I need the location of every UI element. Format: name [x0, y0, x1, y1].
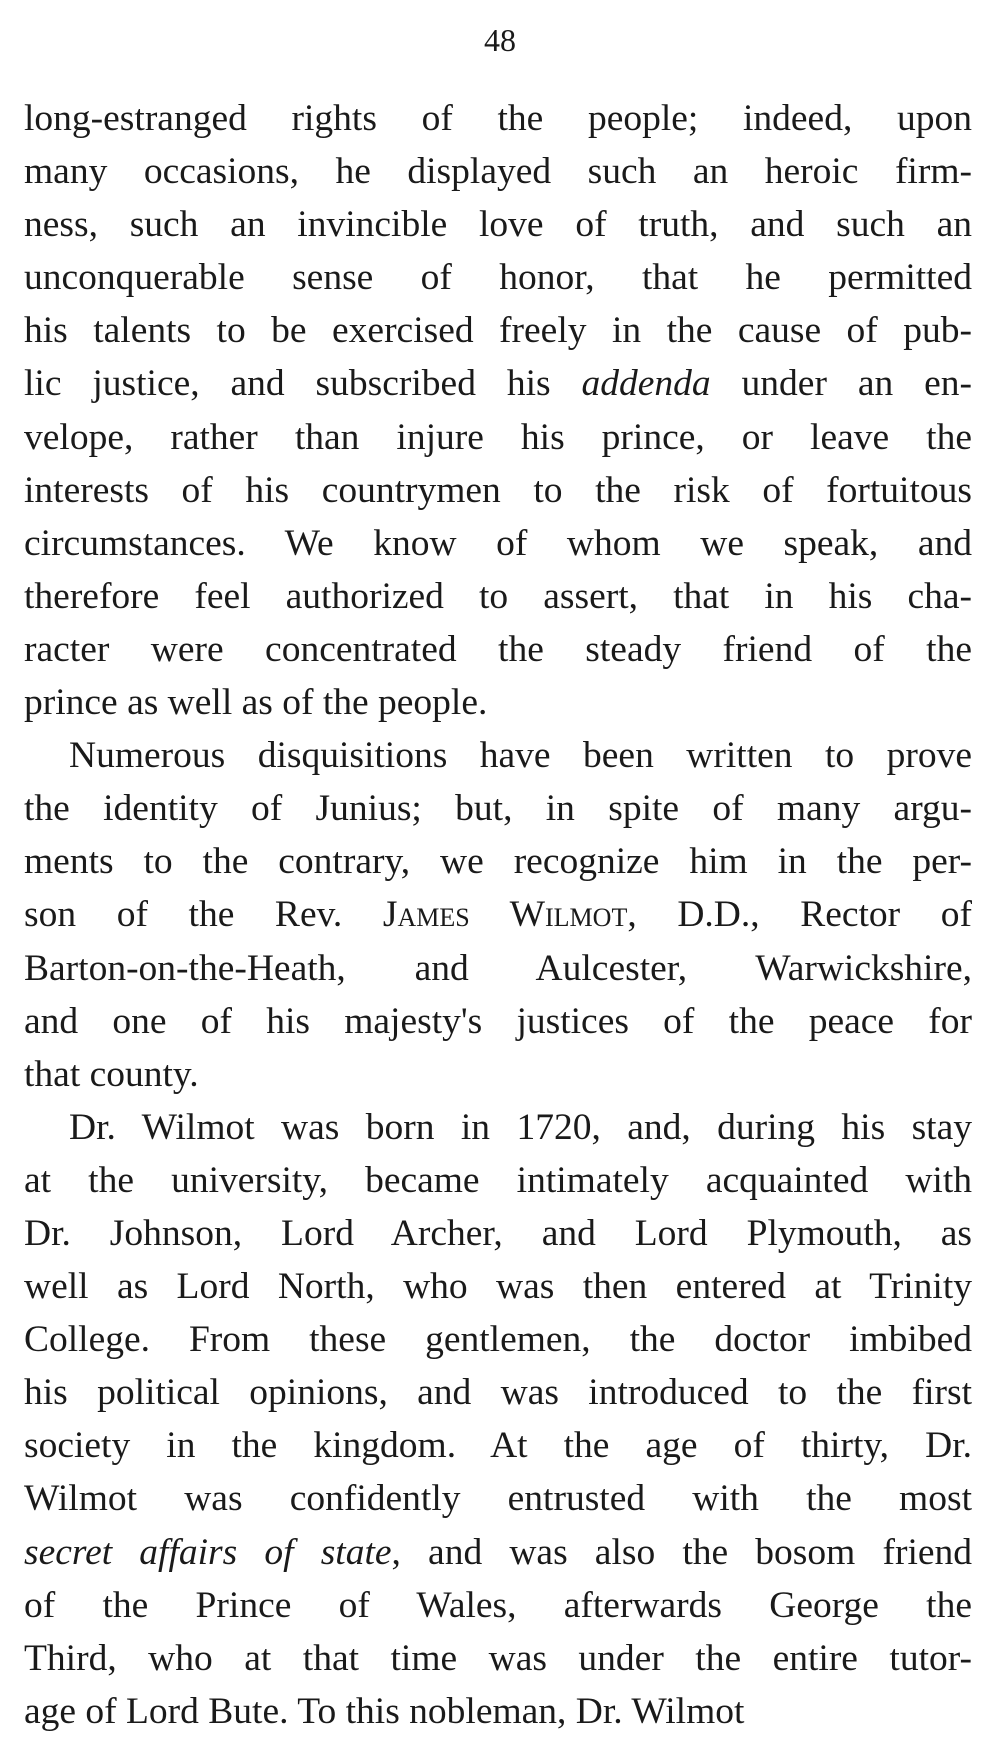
text-run: ments to the contrary, we recognize him in the per-: [24, 841, 972, 883]
text-run: racter were concentrated the steady friend of the: [24, 628, 972, 670]
text-line: [24, 1207, 972, 1260]
text-line: [24, 570, 972, 623]
text-run: Numerous disquisitions have been written to prove: [69, 735, 972, 777]
text-run: College. From these gentlemen, the doctor imbibed: [24, 1319, 972, 1361]
text-line: [24, 1472, 972, 1525]
text-line: [24, 942, 972, 995]
text-line: [24, 729, 972, 782]
text-line: [24, 304, 972, 357]
text-run: that county.: [24, 1053, 199, 1095]
text-line: [24, 357, 972, 410]
text-line: [24, 92, 972, 145]
text-run: therefore feel authorized to assert, that in his cha-: [24, 575, 972, 617]
text-line: [24, 1526, 972, 1579]
text-run: unconquerable sense of honor, that he permitted: [24, 257, 972, 299]
text-run: of the Prince of Wales, afterwards George the: [24, 1584, 972, 1626]
text-run: Barton-on-the-Heath, and Aulcester, Warwickshire,: [24, 947, 972, 989]
text-line: [24, 145, 972, 198]
text-run: prince as well as of the people.: [24, 682, 488, 724]
text-line: [24, 888, 972, 941]
text-run: his talents to be exercised freely in the cause of pub-: [24, 310, 972, 352]
text-run: well as Lord North, who was then entered at Trinity: [24, 1266, 972, 1308]
text-run: society in the kingdom. At the age of thirty, Dr.: [24, 1425, 972, 1467]
text-run: , and was also the bosom friend: [391, 1531, 973, 1573]
text-run: his political opinions, and was introduced to the first: [24, 1372, 972, 1414]
page-number: 48: [484, 22, 516, 58]
text-run: long-estranged rights of the people; indeed, upon: [24, 98, 972, 139]
text-run: and one of his majesty's justices of the peace for: [24, 1000, 972, 1042]
text-run: circumstances. We know of whom we speak, and: [24, 522, 972, 564]
body-text: [24, 92, 972, 1738]
text-line: [24, 782, 972, 835]
text-run: Dr. Johnson, Lord Archer, and Lord Plymouth, as: [24, 1212, 972, 1254]
text-line: [24, 464, 972, 517]
text-line: [24, 995, 972, 1048]
text-line: [24, 251, 972, 304]
text-run: Wilmot was confidently entrusted with the most: [24, 1478, 972, 1520]
text-run: lic justice, and subscribed his: [24, 363, 582, 405]
text-line: [24, 1419, 972, 1472]
text-line: [24, 1685, 972, 1738]
text-line: [24, 411, 972, 464]
text-run: ness, such an invincible love of truth, and such an: [24, 204, 972, 246]
text-line: [24, 1579, 972, 1632]
text-line: [24, 1632, 972, 1685]
text-line: [24, 1154, 972, 1207]
small-caps-run: James Wilmot: [382, 894, 628, 936]
text-run: many occasions, he displayed such an heroic firm-: [24, 151, 972, 193]
italic-run: addenda: [581, 363, 711, 405]
text-line: [24, 198, 972, 251]
text-line: [24, 1313, 972, 1366]
italic-run: secret affairs of state: [24, 1531, 392, 1573]
text-run: the identity of Junius; but, in spite of many argu-: [24, 788, 972, 830]
paragraph: [24, 729, 972, 1101]
text-line: [24, 623, 972, 676]
text-run: Third, who at that time was under the entire tutor-: [24, 1637, 972, 1679]
text-run: age of Lord Bute. To this nobleman, Dr. Wilmot: [24, 1690, 745, 1732]
text-run: , D.D., Rector of: [627, 894, 972, 936]
text-run: velope, rather than injure his prince, or leave the: [24, 416, 972, 458]
text-run: son of the Rev.: [24, 894, 383, 936]
text-line: [24, 517, 972, 570]
text-run: at the university, became intimately acquainted with: [24, 1159, 972, 1201]
text-line: [24, 1101, 972, 1154]
text-run: interests of his countrymen to the risk of fortuitous: [24, 469, 972, 511]
text-line: [24, 835, 972, 888]
text-run: Dr. Wilmot was born in 1720, and, during his stay: [69, 1106, 972, 1148]
paragraph: [24, 1101, 972, 1738]
text-line: [24, 1048, 972, 1101]
text-line: [24, 676, 972, 729]
paragraph: [24, 92, 972, 729]
text-run: under an en-: [710, 363, 972, 405]
text-line: [24, 1260, 972, 1313]
text-line: [24, 1366, 972, 1419]
